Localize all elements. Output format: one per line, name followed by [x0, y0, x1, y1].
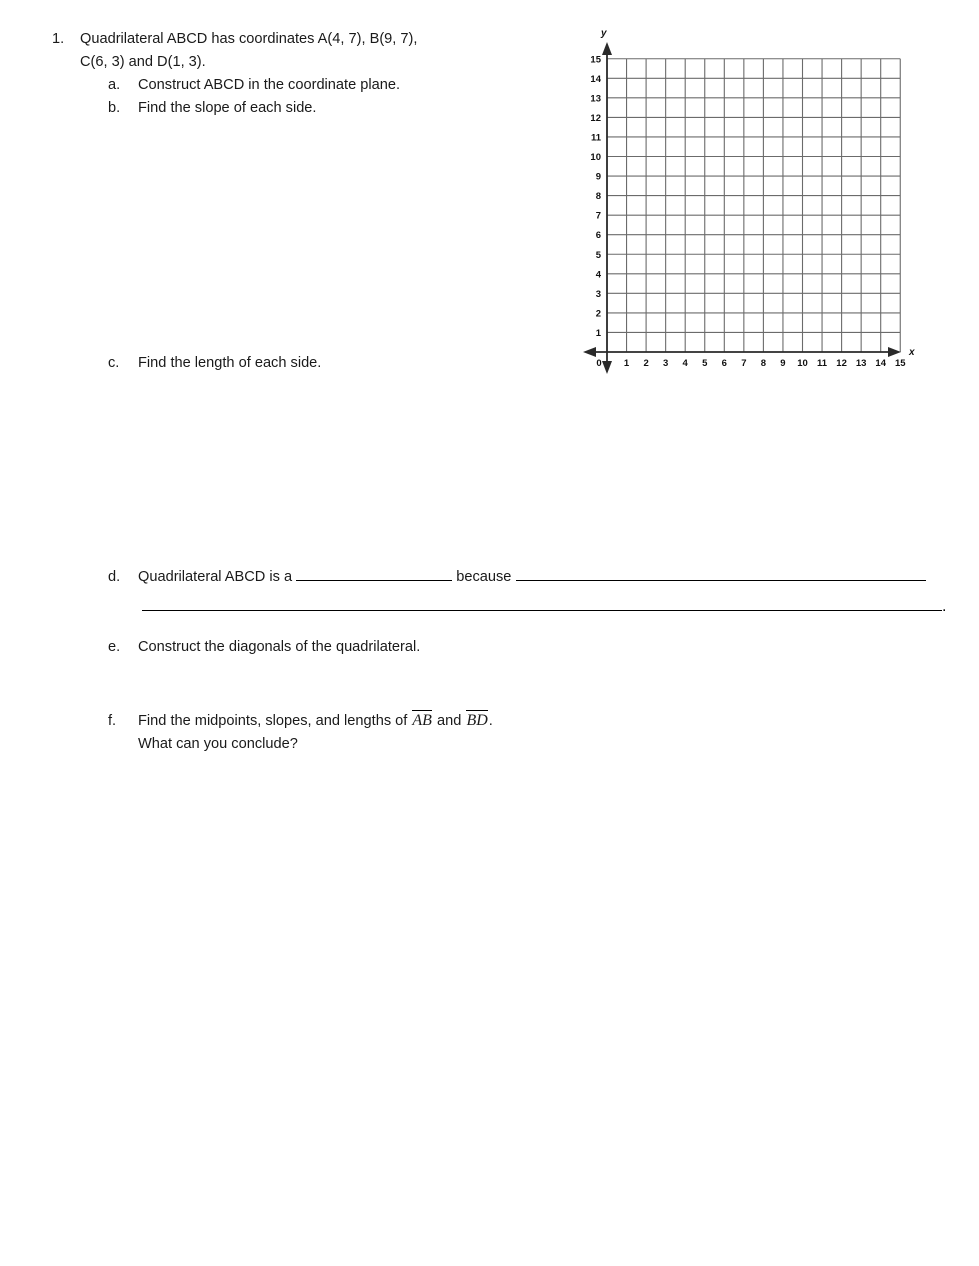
part-d-text: [138, 566, 958, 589]
coordinate-grid-figure: [575, 22, 925, 382]
x-tick-2: 2: [643, 358, 649, 369]
x-tick-1: 1: [623, 358, 630, 369]
x-axis-arrow-right: [888, 347, 901, 357]
part-e: [108, 636, 420, 659]
part-f-text: [138, 710, 628, 756]
y-tick-8: 8: [595, 191, 601, 203]
part-d-text-before: Quadrilateral ABCD is a: [138, 569, 293, 585]
x-tick-0: 0: [596, 358, 602, 369]
y-tick-10: 10: [590, 152, 601, 163]
part-f-text-before: Find the midpoints, slopes, and lengths of: [138, 713, 408, 729]
x-tick-14: 14: [875, 358, 886, 369]
part-c-marker: c.: [108, 355, 120, 371]
x-tick-11: 11: [817, 358, 828, 369]
x-axis-label: x: [909, 347, 915, 358]
part-b: [108, 97, 522, 120]
question-stem-line-2: [52, 51, 522, 74]
x-tick-3: 3: [663, 358, 669, 369]
part-d-period: .: [942, 598, 947, 615]
y-axis-tick-labels: [590, 54, 601, 339]
part-c: [108, 352, 321, 375]
x-tick-13: 13: [855, 358, 867, 369]
part-b-marker: b.: [108, 100, 121, 116]
part-a-marker: a.: [108, 77, 121, 93]
x-tick-10: 10: [797, 358, 808, 369]
y-tick-3: 3: [595, 288, 601, 300]
y-tick-7: 7: [595, 210, 601, 222]
y-tick-15: 15: [590, 54, 601, 66]
x-tick-15: 15: [894, 358, 906, 369]
part-d-marker: d.: [108, 569, 121, 585]
y-tick-11: 11: [590, 132, 601, 144]
y-tick-2: 2: [595, 308, 601, 320]
question-stem-text-2: C(6, 3) and D(1, 3).: [80, 54, 206, 70]
part-f-conjunction: and: [437, 713, 462, 729]
part-e-text: Construct the diagonals of the quadrilateral.: [138, 639, 421, 655]
part-d-text-middle: because: [456, 569, 512, 585]
segment-ab-label: AB: [412, 712, 432, 729]
question-number: 1.: [52, 31, 65, 47]
y-tick-4: 4: [595, 269, 601, 281]
x-tick-9: 9: [780, 358, 786, 369]
x-tick-5: 5: [702, 358, 708, 369]
y-axis-arrow-down: [602, 361, 612, 374]
x-axis-arrow-left: [583, 347, 596, 357]
part-d: [108, 566, 958, 589]
segment-bd-label: BD: [466, 712, 488, 729]
part-e-marker: e.: [108, 639, 121, 655]
part-f: [108, 710, 628, 756]
y-tick-14: 14: [590, 73, 601, 85]
coordinate-grid-svg: [575, 22, 925, 382]
y-tick-1: 1: [595, 327, 601, 339]
x-tick-4: 4: [682, 358, 688, 369]
x-tick-8: 8: [760, 358, 767, 369]
x-tick-12: 12: [836, 358, 847, 369]
x-axis-tick-labels: [596, 358, 906, 369]
y-tick-5: 5: [595, 249, 601, 261]
part-f-period: .: [488, 713, 493, 729]
grid-lines: [607, 59, 900, 352]
y-tick-9: 9: [595, 171, 601, 183]
question-stem-text-1: Quadrilateral ABCD has coordinates A(4, 7), B(9, 7),: [80, 31, 418, 47]
y-tick-12: 12: [590, 112, 601, 124]
question-1-block: [52, 28, 522, 120]
part-a: [108, 74, 522, 97]
y-tick-13: 13: [590, 93, 601, 105]
x-tick-6: 6: [721, 358, 727, 369]
part-b-text: Find the slope of each side.: [138, 100, 317, 116]
part-d-blank-3[interactable]: [142, 596, 942, 611]
part-a-text: Construct ABCD in the coordinate plane.: [138, 77, 401, 93]
x-tick-7: 7: [741, 358, 747, 369]
y-axis-arrow-up: [602, 42, 612, 55]
question-stem-line-1: [52, 28, 522, 51]
part-f-text-line-2: What can you conclude?: [138, 736, 298, 752]
part-c-text: Find the length of each side.: [138, 355, 322, 371]
part-d-blank-2[interactable]: [516, 566, 926, 581]
y-tick-6: 6: [595, 230, 601, 242]
part-f-marker: f.: [108, 713, 117, 729]
part-d-blank-1[interactable]: [296, 566, 452, 581]
part-d-line-2: [142, 596, 946, 616]
y-axis-label: y: [601, 28, 607, 39]
